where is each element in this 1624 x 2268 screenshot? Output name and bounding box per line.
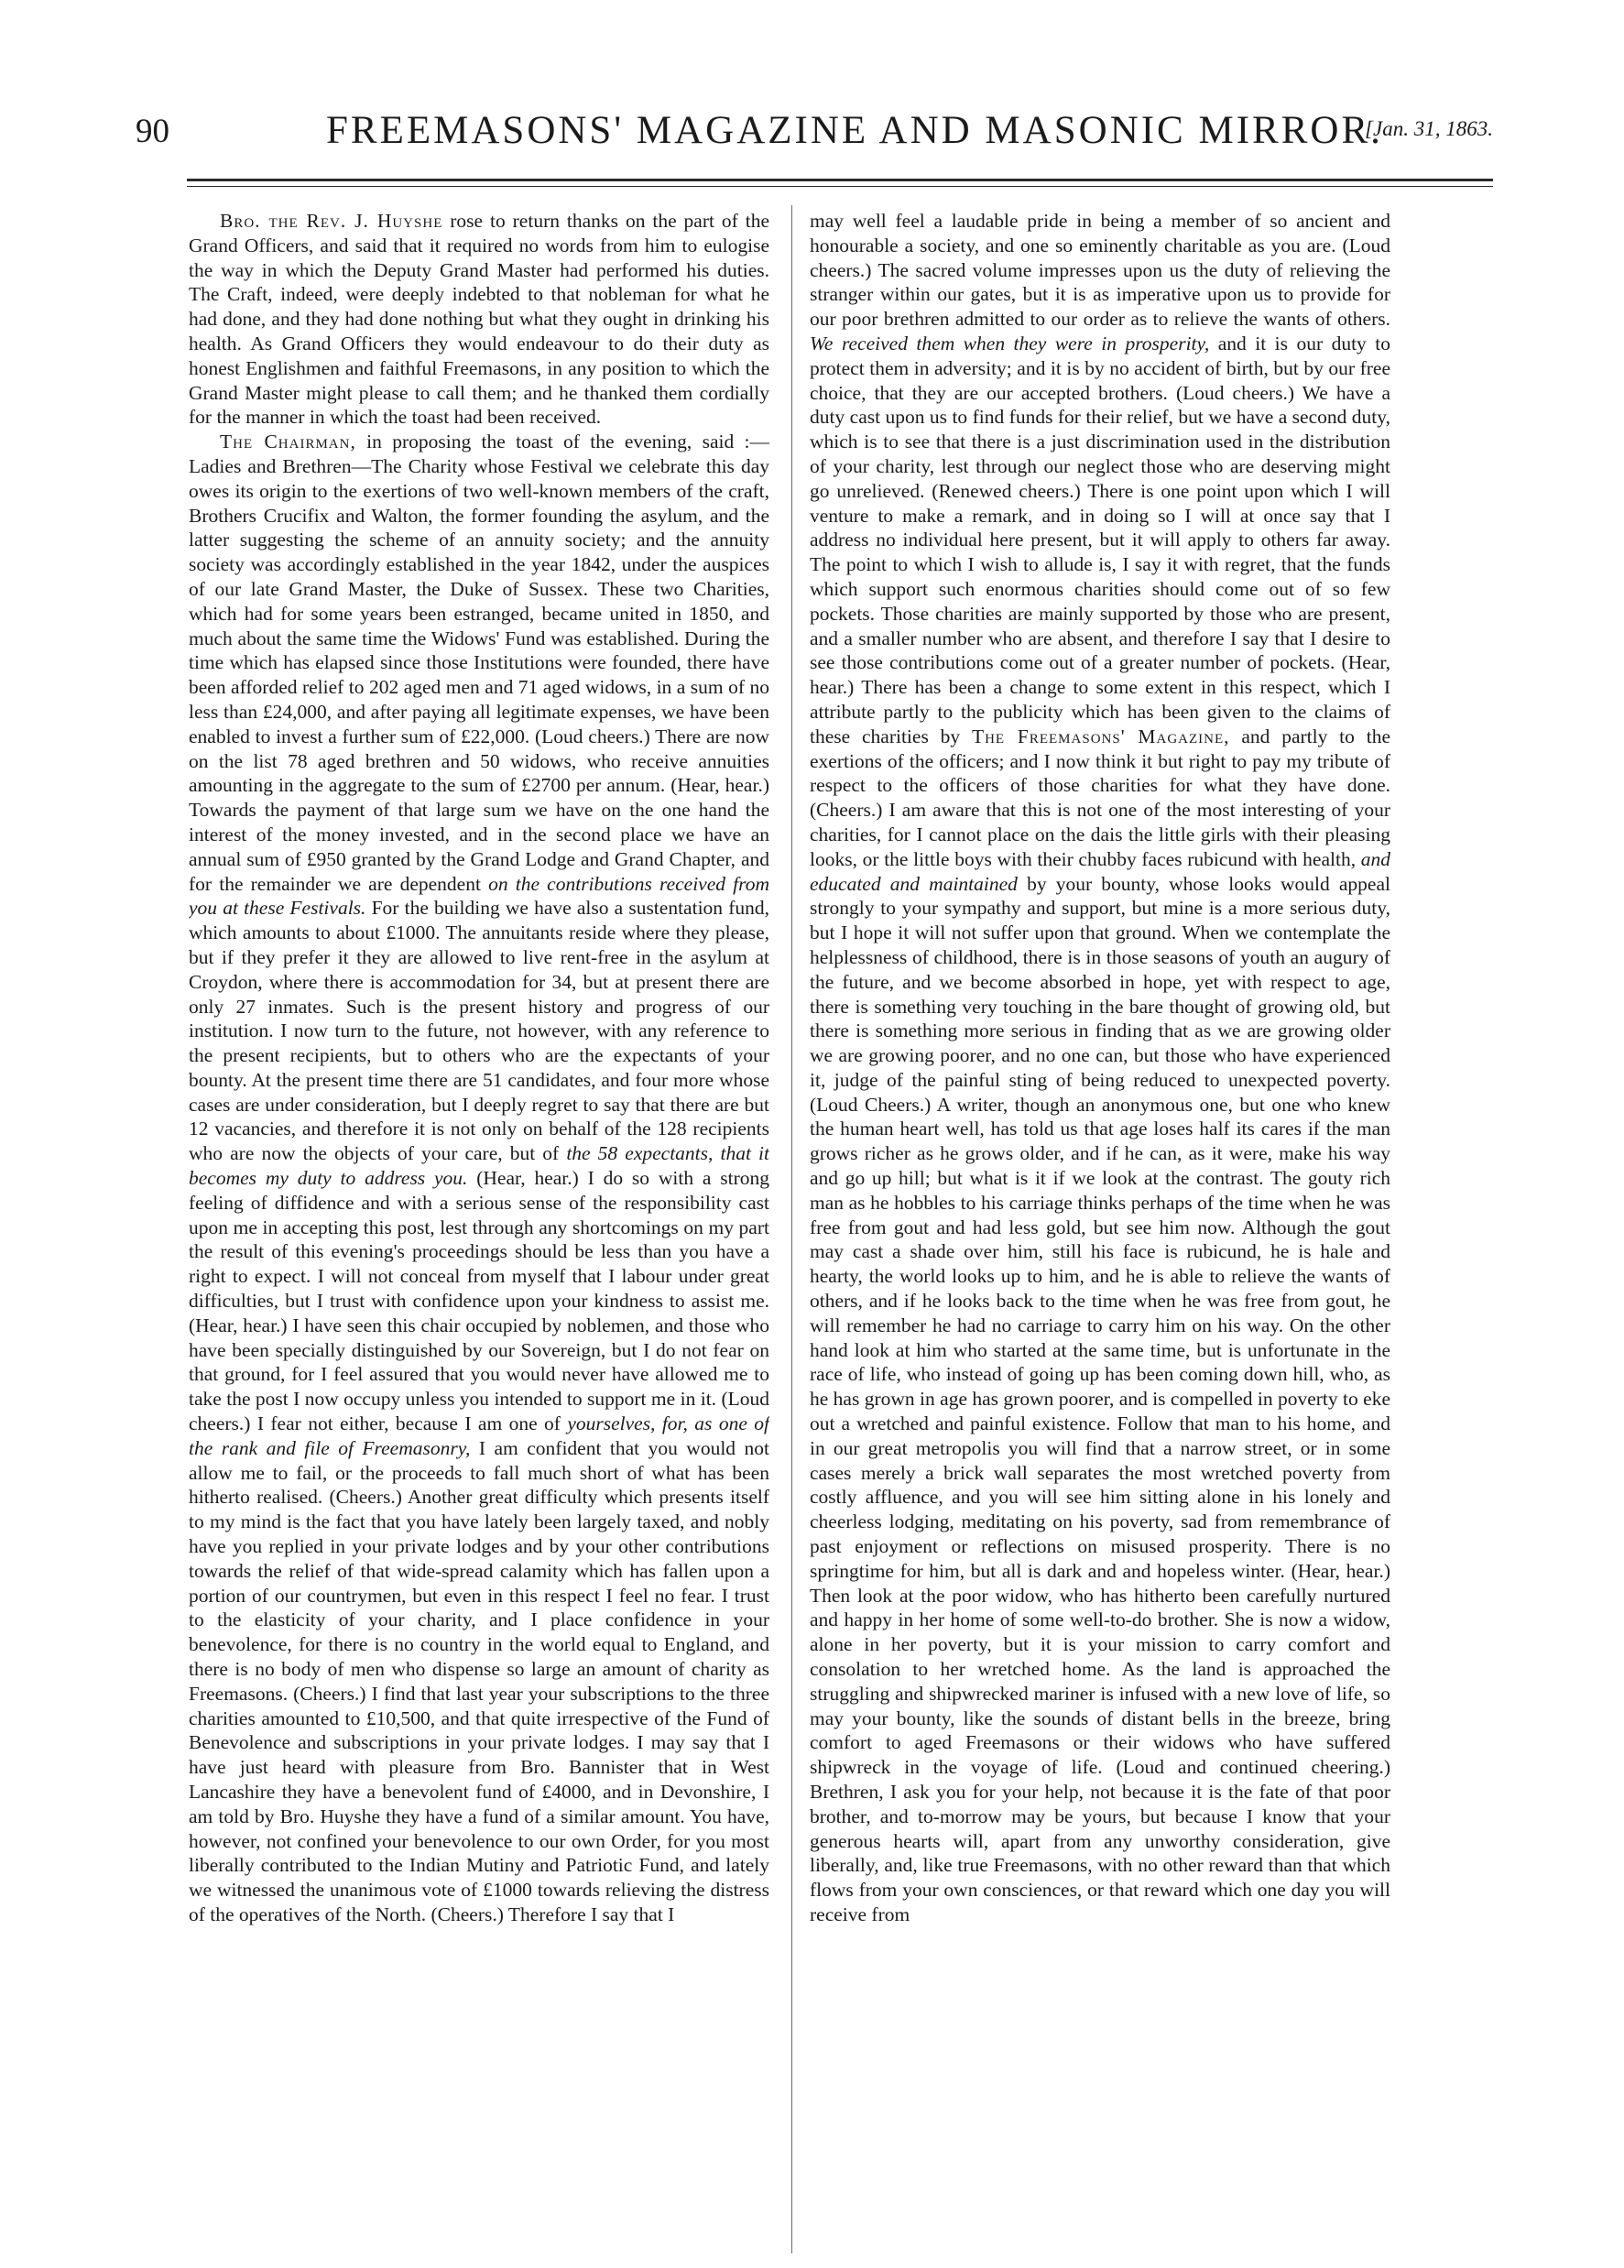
italic-text: and educated and maintained (810, 847, 1390, 895)
issue-date: [Jan. 31, 1863. (1365, 117, 1493, 140)
paragraph-chairman-speech (189, 430, 769, 1927)
paragraph-text: may well feel a laudable pride in being a member of so ancient and honourable a society, and one so eminently charitable as you are. (Loud cheers.) The sacred volume impresses upon us the duty of relieving the stranger within our gates, but it is as imperative upon us to provide for our poor brethren admitted to our order as to relieve the wants of others. (810, 210, 1390, 331)
paragraph-text: and it is our duty to protect them in adversity; and it is by no accident of birth, but by our free choice, that they are our accepted brothers. (Loud cheers.) We have a duty cast upon us to find funds for their relief, but we have a second duty, which is to see that there is a just discrimination used in the distribution of your charity, lest through our neglect those who are deserving might go unrelieved. (Renewed cheers.) There is one point upon which I will venture to make a remark, and in doing so I will at once say that I address no individual here present, but it will apply to others far away. The point to which I wish to allude is, I say it with regret, that the funds which support such enormous charities should come out of so few pockets. Those charities are mainly supported by those who are present, and a smaller number who are absent, and therefore I say that I desire to see those contributions come out of a greater number of pockets. (Hear, hear.) There has been a change to some extent in this respect, which I attribute partly to the publicity which has been given to the claims of these charities by (810, 332, 1390, 747)
header-rule-thin (187, 186, 1493, 187)
speaker-name: The Chairman, (220, 431, 356, 453)
header-rule-thick (187, 179, 1493, 181)
italic-text: the 58 expectants, that it becomes my duty to address you. (189, 1142, 769, 1190)
paragraph-text: by your bounty, whose looks would appeal strongly to your sympathy and support, but mine is a more serious duty, but I hope it will not suffer upon that ground. When we contemplate the helplessness of childhood, there is in those seasons of youth an augury of the future, and we become absorbed in hope, yet with respect to age, there is something very touching in the bare thought of growing old, but there is something more serious in finding that as we are growing older we are growing poorer, and no one can, but those who have experienced it, judge of the painful sting of being reduced to unexpected poverty. (Loud Cheers.) A writer, though an anonymous one, but one who knew the human heart well, has told us that age loses half its cares if the man grows richer as he grows older, and if he can, as it were, make his way and go up hill; but what is it if we look at the contrast. The gouty rich man as he hobbles to his carriage thinks perhaps of the time when he was free from gout and had less gold, but see him now. Although the gout may cast a shade over him, still his face is rubicund, he is hale and hearty, the world looks up to him, and he is able to relieve the wants of others, and if he looks back to the time when he was free from gout, he will remember he had no carriage to carry him on his way. On the other hand look at him who started at the same time, but is unfortunate in the race of life, who instead of going up has been coming down hill, who, as he has grown in age has grown poorer, and is compelled in poverty to eke out a wretched and painful existence. Follow that man to his home, and in our great metropolis you will find that a narrow street, or in some cases merely a brick wall separates the most wretched poverty from costly affluence, and you will see him sitting alone in his lonely and cheerless lodging, meditating on his poverty, sad from remembrance of past enjoyment or reflections on misused prosperity. There is no springtime for him, but all is dark and and hopeless winter. (Hear, hear.) Then look at the poor widow, who has hitherto been carefully nurtured and happy in her home of some well-to-do brother. She is now a widow, alone in her poverty, but it is your mission to carry comfort and consolation to her wretched home. As the land is approached the struggling and shipwrecked mariner is infused with a new love of life, so may your bounty, like the sounds of distant bells in the breeze, bring comfort to aged Freemasons or their widows who have suffered shipwreck in the voyage of life. (Loud and continued cheering.) Brethren, I ask you for your help, not because it is the fate of that poor brother, and to-morrow may be yours, but because I know that your generous hearts will, apart from any unworthy consideration, give liberally, and, like true Freemasons, with no other reward than that which flows from your own consciences, or that reward which one day you will receive from (810, 872, 1390, 1925)
page-header (136, 108, 1493, 163)
column-divider (791, 205, 792, 2253)
paragraph-speech-continued (810, 209, 1390, 1927)
paragraph-text: in proposing the toast of the evening, said :— Ladies and Brethren—The Charity whose Festival we celebrate this day owes its origin to the exertions of two well-known members of the craft, Brothers Crucifix and Walton, the former founding the asylum, and the latter suggesting the scheme of an annuity society; and the annuity society was accordingly established in the year 1842, under the auspices of our late Grand Master, the Duke of Sussex. These two Charities, which had for some years been estranged, became united in 1850, and much about the same time the Widows' Fund was established. During the time which has elapsed since those Institutions were founded, there have been afforded relief to 202 aged men and 71 aged widows, in a sum of no less than £24,000, and after paying all legitimate expenses, we have been enabled to invest a further sum of £22,000. (Loud cheers.) There are now on the list 78 aged brethren and 50 widows, who receive annuities amounting in the aggregate to the sum of £2700 per annum. (Hear, hear.) Towards the payment of that large sum we have on the one hand the interest of the money invested, and in the second place we have an annual sum of £950 granted by the Grand Lodge and Grand Chapter, and for the remainder we are dependent (189, 431, 769, 895)
paragraph-text: rose to return thanks on the part of the Grand Officers, and said that it required no words from him to eulogise the way in which the Deputy Grand Master had performed his duties. The Craft, indeed, were deeply indebted to that nobleman for what he had done, and they had done nothing but what they ought in drinking his health. As Grand Officers they would endeavour to do their duty as honest Englishmen and faithful Freemasons, in any position to which the Grand Master might please to call them; and he thanked them cordially for the manner in which the toast had been received. (189, 210, 769, 429)
right-column (810, 209, 1390, 2252)
paragraph-text: and partly to the exertions of the officers; and I now think it but right to pay my tribute of respect to the officers of those charities for what they have done. (Cheers.) I am aware that this is not one of the most interesting of your charities, for I cannot place on the dais the little girls with their pleasing looks, or the little boys with their chubby faces rubicund with health, (810, 725, 1390, 870)
paragraph-text: (Hear, hear.) I do so with a strong feeling of diffidence and with a serious sense of the responsibility cast upon me in accepting this post, lest through any shortcomings on my part the result of this evening's proceedings should be less than you have a right to expect. I will not conceal from myself that I labour under great difficulties, but I trust with confidence upon your kindness to assist me. (Hear, hear.) I have seen this chair occupied by noblemen, and those who have been specially distinguished by our Sovereign, but I do not fear on that ground, for I feel assured that you would never have allowed me to take the post I now occupy unless you intended to support me in it. (Loud cheers.) I fear not either, because I am one of (189, 1167, 769, 1435)
paragraph-text: For the building we have also a sustentation fund, which amounts to about £1000. The annuitants reside where they please, but if they prefer it they are allowed to live rent-free in the asylum at Croydon, where there is accommodation for 34, but at present there are only 27 inmates. Such is the present history and progress of our institution. I now turn to the future, not however, with any reference to the present recipients, but to others who are the expectants of your bounty. At the present time there are 51 candidates, and four more whose cases are under consideration, but I deeply regret to say that there are but 12 vacancies, and therefore it is not only on behalf of the 128 recipients who are now the objects of your care, but of (189, 897, 769, 1165)
page-number: 90 (136, 113, 169, 150)
paragraph-text: I am confident that you would not allow me to fail, or the proceeds to fall much short of what has been hitherto realised. (Cheers.) Another great difficulty which presents itself to my mind is the fact that you have lately been largely taxed, and nobly have you replied in your private lodges and by your other contributions towards the relief of that wide-spread calamity which has fallen upon a portion of our countrymen, but even in this respect I feel no fear. I trust to the elasticity of your charity, and I place confidence in your benevolence, for there is no country in the world equal to England, and there is no body of men who dispense so large an amount of charity as Freemasons. (Cheers.) I find that last year your subscriptions to the three charities amounted to £10,500, and that quite irrespective of the Fund of Benevolence and subscriptions in your private lodges. I may say that I have just heard with pleasure from Bro. Bannister that in West Lancashire they have a benevolent fund of £4000, and in Devonshire, I am told by Bro. Huyshe they have a fund of a similar amount. You have, however, not confined your benevolence to our own Order, for you most liberally contributed to the Indian Mutiny and Patriotic Fund, and lately we witnessed the unanimous vote of £1000 towards relieving the distress of the operatives of the North. (Cheers.) Therefore I say that I (189, 1436, 769, 1925)
magazine-name: The Freemasons' Magazine, (971, 725, 1230, 747)
italic-text: on the contributions received from you at these Festivals. (189, 872, 769, 920)
italic-text: yourselves, for, as one of the rank and file of Freemasonry, (189, 1412, 769, 1459)
paragraph-huyshe-reply (189, 209, 769, 430)
speaker-name: Bro. the Rev. J. Huyshe (220, 210, 443, 232)
left-column (189, 209, 769, 2252)
italic-text: We received them when they were in prosperity, (810, 332, 1210, 354)
masthead-title: FREEMASONS' MAGAZINE AND MASONIC MIRROR. (326, 109, 1383, 152)
